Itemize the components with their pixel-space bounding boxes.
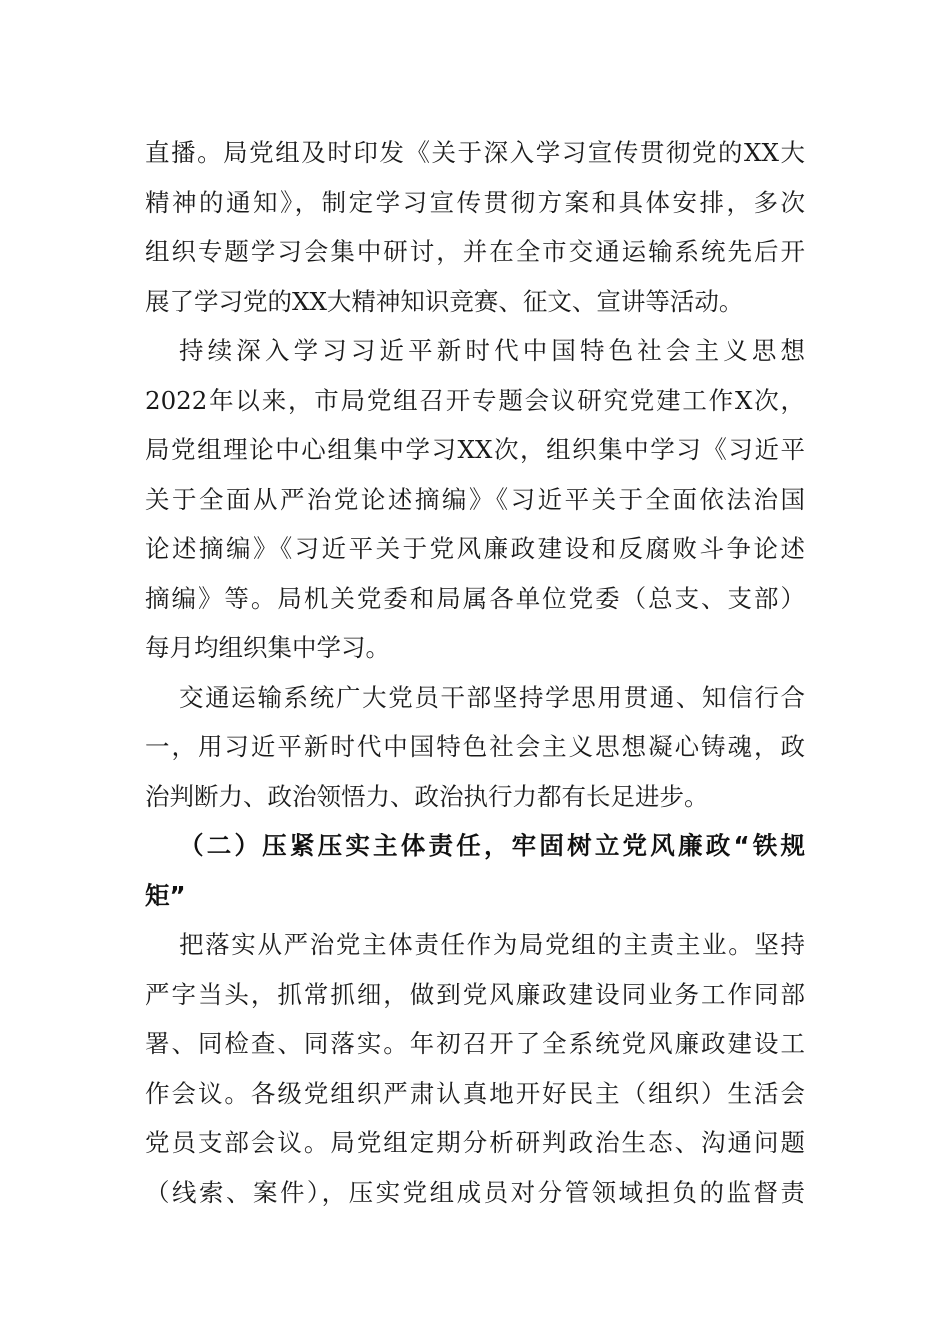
paragraph-1 — [145, 128, 805, 326]
paragraph-2 — [145, 326, 805, 673]
text-line: 精神的通知》，制定学习宣传贯彻方案和具体安排，多次 — [145, 187, 805, 217]
paragraph-4 — [145, 920, 805, 1217]
text-line: 论述摘编》《习近平关于党风廉政建设和反腐败斗争论述 — [145, 534, 805, 563]
text-line: 关于全面从严治党论述摘编》《习近平关于全面依法治国 — [145, 484, 805, 514]
document-body — [145, 128, 805, 1217]
text-line: 组织专题学习会集中研讨，并在全市交通运输系统先后开 — [145, 237, 805, 266]
section-heading — [145, 821, 805, 920]
text-line: 摘编》等。局机关党委和局属各单位党委（总支、支部） — [145, 583, 805, 613]
text-line: 治判断力、政治领悟力、政治执行力都有长足进步。 — [145, 781, 709, 811]
text-line: 把落实从严治党主体责任作为局党组的主责主业。坚持 — [179, 930, 805, 959]
text-line: （线索、案件），压实党组成员对分管领域担负的监督责 — [145, 1177, 805, 1207]
text-line: 局党组理论中心组集中学习XX次，组织集中学习《习近平 — [145, 435, 805, 464]
text-line: 每月均组织集中学习。 — [145, 633, 390, 662]
heading-line: 矩” — [145, 880, 186, 910]
text-line: 党员支部会议。局党组定期分析研判政治生态、沟通问题 — [145, 1128, 805, 1157]
text-line: 展了学习党的XX大精神知识竞赛、征文、宣讲等活动。 — [145, 286, 744, 316]
text-line: 作会议。各级党组织严肃认真地开好民主（组织）生活会 — [145, 1078, 805, 1108]
text-line: 署、同检查、同落实。年初召开了全系统党风廉政建设工 — [145, 1029, 805, 1058]
text-line: 交通运输系统广大党员干部坚持学思用贯通、知信行合 — [179, 682, 805, 712]
paragraph-3 — [145, 673, 805, 822]
text-line: 2022年以来，市局党组召开专题会议研究党建工作X次， — [145, 385, 805, 415]
text-line: 持续深入学习习近平新时代中国特色社会主义思想 — [179, 336, 805, 365]
text-line: 直播。局党组及时印发《关于深入学习宣传贯彻党的XX大 — [145, 138, 805, 167]
text-line: 一，用习近平新时代中国特色社会主义思想凝心铸魂，政 — [145, 732, 805, 761]
heading-line: （二）压紧压实主体责任，牢固树立党风廉政“铁规 — [179, 831, 805, 860]
text-line: 严字当头，抓常抓细，做到党风廉政建设同业务工作同部 — [145, 979, 805, 1009]
